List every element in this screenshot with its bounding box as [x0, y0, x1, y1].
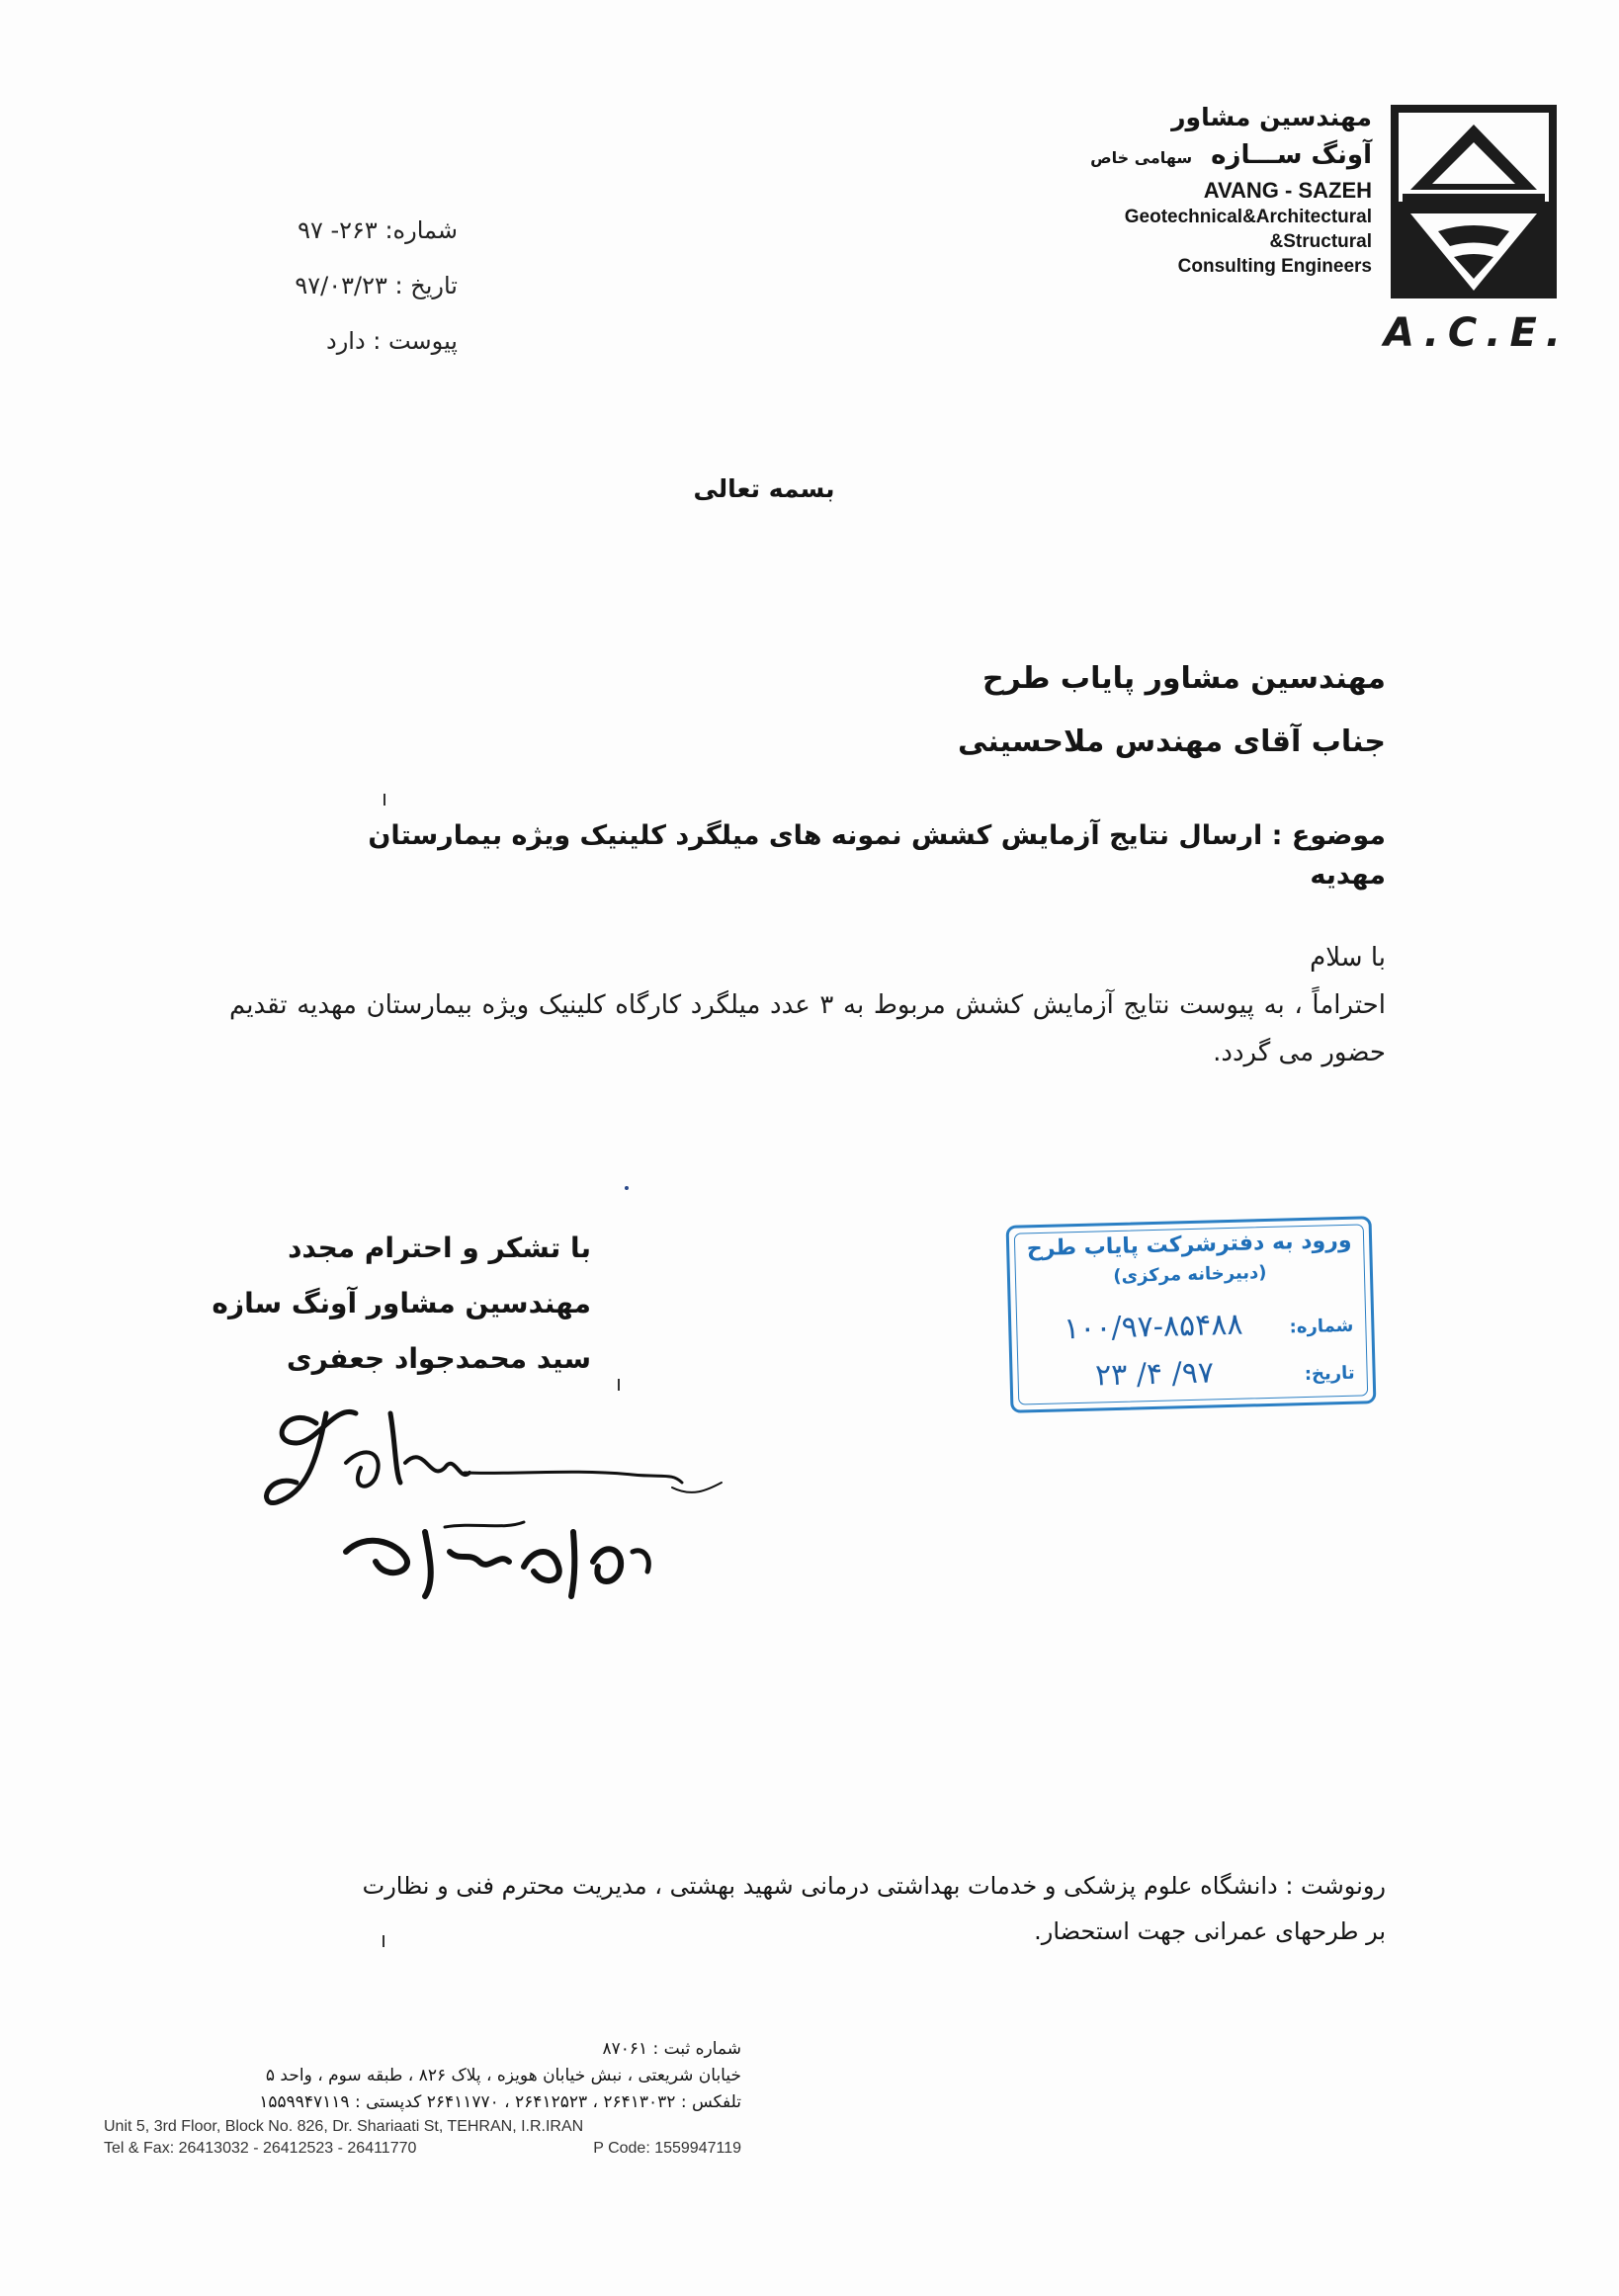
closing-block [176, 1221, 591, 1387]
logo-text: A.C.E. [1384, 310, 1570, 356]
closing-signer: سید محمدجواد جعفری [286, 1342, 591, 1375]
stamp-subtitle: (دبیرخانه مرکزی) [1113, 1261, 1267, 1288]
handwritten-signature [257, 1384, 731, 1641]
greeting: با سلام [1310, 943, 1386, 973]
stamp-date-row [1023, 1352, 1355, 1396]
bismillah-text: بسمه تعالی [693, 474, 835, 503]
company-name-fa: آونگ ســـازه [1211, 140, 1372, 170]
body-paragraph: احتراماً ، به پیوست نتایج آزمایش کشش مربوط به ۳ عدد میلگرد کارگاه کلینیک ویژه بیمارستان مهدیه تقدیم حضور می گردد. [229, 990, 1386, 1067]
letter-number: شماره: ۲۶۳- ۹۷ [298, 216, 458, 244]
addressee-company: مهندسین مشاور پایاب طرح [981, 661, 1386, 696]
company-desc-line1: Geotechnical&Architectural [1124, 207, 1372, 227]
reception-stamp [1006, 1216, 1377, 1413]
letter-date: تاریخ : ۹۷/۰۳/۲۳ [295, 272, 458, 299]
stamp-title: ورود به دفترشرکت پایاب طرح [1026, 1228, 1352, 1262]
addressee-block [496, 647, 1386, 774]
letter-subject: موضوع : ارسال نتایج آزمایش کشش نمونه های میلگرد کلینیک ویژه بیمارستان مهدیه [368, 820, 1386, 891]
closing-company: مهندسین مشاور آونگ سازه [212, 1287, 591, 1319]
bismillah-heading [0, 474, 1619, 503]
company-name-fa-line1: مهندسین مشاور [1171, 103, 1372, 131]
footer-address-en: Unit 5, 3rd Floor, Block No. 826, Dr. Shariaati St, TEHRAN, I.R.IRAN [104, 2118, 584, 2135]
closing-thanks: با تشکر و احترام مجدد [288, 1232, 591, 1264]
carbon-copy [219, 1863, 1386, 1954]
footer-phone-en: Tel & Fax: 26413032 - 26412523 - 26411770 [104, 2140, 417, 2157]
footer-registration: شماره ثبت : ۸۷۰۶۱ [602, 2039, 741, 2059]
cc-line1: رونوشت : دانشگاه علوم پزشکی و خدمات بهداشتی درمانی شهید بهشتی ، مدیریت محترم فنی و نظارت [362, 1872, 1386, 1900]
company-desc-line2: &Structural [1269, 231, 1372, 252]
cc-line2: بر طرحهای عمرانی جهت استحضار. [1034, 1917, 1386, 1945]
letter-footer [104, 2036, 741, 2160]
letter-body [229, 934, 1386, 1076]
stamp-number-row [1022, 1305, 1354, 1348]
mark [383, 1935, 384, 1947]
footer-phone-fa: تلفکس : ۲۶۴۱۳۰۳۲ ، ۲۶۴۱۲۵۲۳ ، ۲۶۴۱۱۷۷۰ کدپستی : ۱۵۵۹۹۴۷۱۱۹ [259, 2092, 741, 2112]
company-header [1016, 99, 1372, 279]
addressee-person: جناب آقای مهندس ملاحسینی [958, 724, 1386, 759]
company-type-fa: سهامی خاص [1090, 148, 1193, 167]
company-logo [1389, 103, 1559, 300]
footer-address-fa: خیابان شریعتی ، نبش خیابان هویزه ، پلاک ۸۲۶ ، طبقه سوم ، واحد ۵ [265, 2066, 741, 2085]
stamp-number-label: شماره: [1289, 1315, 1354, 1338]
company-name-en: AVANG - SAZEH [1203, 178, 1372, 203]
stamp-number-value: ۱۰۰/۹۷-۸۵۴۸۸ [1063, 1307, 1243, 1347]
letter-meta [201, 203, 458, 369]
ink-dot [625, 1186, 629, 1190]
stamp-date-label: تاریخ: [1304, 1362, 1355, 1386]
mark [383, 794, 385, 806]
company-name-fa-line2 [1016, 136, 1372, 177]
company-desc-line3: Consulting Engineers [1177, 256, 1372, 277]
footer-phone-row [104, 2138, 741, 2160]
footer-postcode-en: P Code: 1559947119 [593, 2140, 741, 2157]
stamp-date-value: ۹۷/ ۴/ ۲۳ [1094, 1355, 1215, 1394]
letter-attachment: پیوست : دارد [326, 327, 458, 355]
